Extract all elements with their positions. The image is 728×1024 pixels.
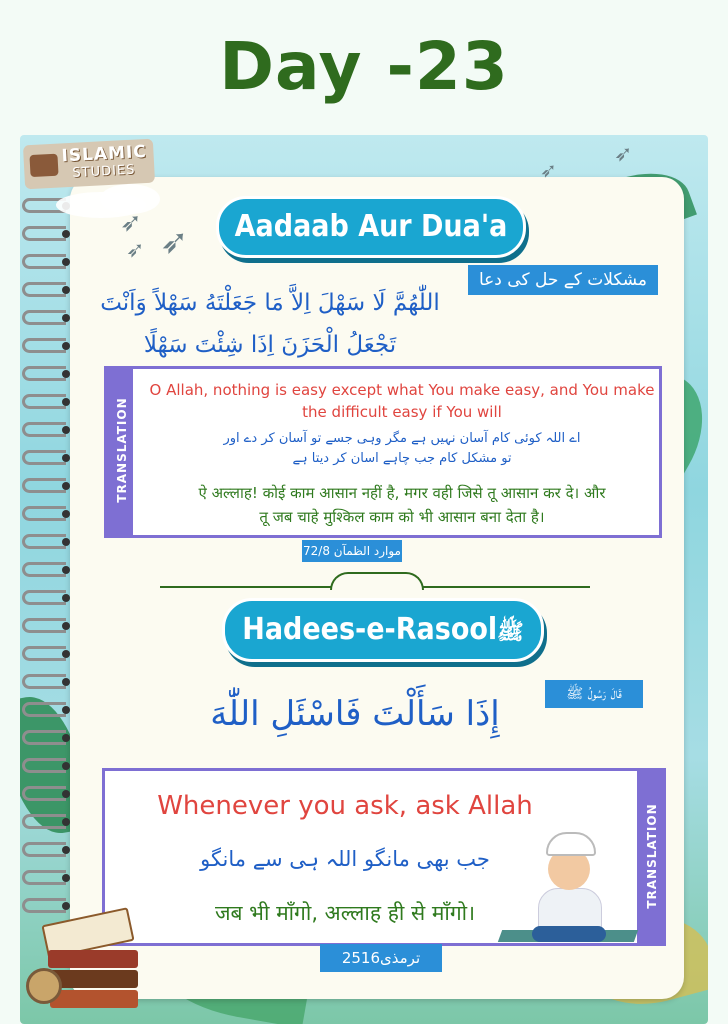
hadees-arabic-text: إِذَا سَأَلْتَ فَاسْئَلِ اللّٰهَ (210, 694, 500, 734)
hadees-hindi-translation: जब भी माँगो, अल्लाह ही से माँगो। (214, 901, 476, 925)
scroll-icon (29, 154, 58, 177)
logo-line1: ISLAMIC (61, 141, 148, 167)
translation-label: TRANSLATION (645, 803, 659, 909)
dua-banner: Aadaab Aur Dua'a (216, 196, 526, 258)
bird-icon: ➶ (614, 142, 633, 167)
logo-line2: STUDIES (72, 162, 136, 181)
dua-hindi-translation (147, 481, 657, 529)
hadees-banner (222, 598, 544, 662)
dua-arabic-text (80, 282, 460, 366)
bird-icon: ➶ (120, 208, 142, 238)
page-title: Day -23 (219, 28, 509, 105)
dua-urdu-translation (147, 429, 657, 469)
divider-ornament (330, 572, 424, 590)
hadees-english-translation: Whenever you ask, ask Allah (157, 791, 533, 821)
globe-icon (26, 968, 62, 1004)
hadees-banner-text: Hadees-e-Rasool (242, 612, 498, 647)
translation-label: TRANSLATION (115, 397, 129, 503)
dua-translation-box (104, 366, 662, 538)
hadees-urdu-translation: جب بھی مانگو اللہ ہی سے مانگو (200, 847, 490, 871)
dua-urdu-tag: مشکلات کے حل کی دعا (468, 265, 658, 295)
pbuh-seal: ﷺ (497, 620, 524, 645)
islamic-studies-logo (23, 139, 155, 190)
book-stack-icon (28, 902, 144, 1022)
hadees-reference: ترمذی2516 (320, 944, 442, 972)
spiral-binding-icon (22, 198, 82, 998)
dua-hindi-line2: तू जब चाहे मुश्किल काम को भी आसान बना देता है। (259, 508, 545, 526)
bird-icon: ➶ (540, 158, 557, 182)
bird-icon: ➶ (126, 238, 145, 263)
boy-illustration-icon (532, 832, 606, 942)
translation-side-label (637, 771, 663, 943)
dua-urdu-line1: اے اللہ کوئی کام آسان نہیں ہے مگر وہی جسے تو آسان کر دے اور (223, 431, 581, 446)
dua-hindi-line1: ऐ अल्लाह! कोई काम आसान नहीं है, मगर वही जिसे तू आसान कर दे। और (198, 484, 606, 502)
dua-reference: موارد الظمآن 72/8 (302, 540, 402, 562)
dua-arabic-line1: اللّٰهُمَّ لَا سَهْلَ اِلاَّ مَا جَعَلْتَهُ سَهْلاً وَاَنْتَ (100, 290, 440, 316)
qaal-rasool-tag: قَالَ رَسُولُ ﷺ (545, 680, 643, 708)
dua-english-translation: O Allah, nothing is easy except what You make easy, and You make the difficult easy if You will (149, 381, 655, 421)
dua-arabic-line2: تَجْعَلُ الْحَزَنَ اِذَا شِئْتَ سَهْلًا (143, 332, 397, 358)
bird-icon: ➶ (160, 222, 189, 262)
translation-side-label (107, 369, 133, 535)
dua-urdu-line2: تو مشکل کام جب چاہے اسان کر دیتا ہے (292, 451, 512, 466)
